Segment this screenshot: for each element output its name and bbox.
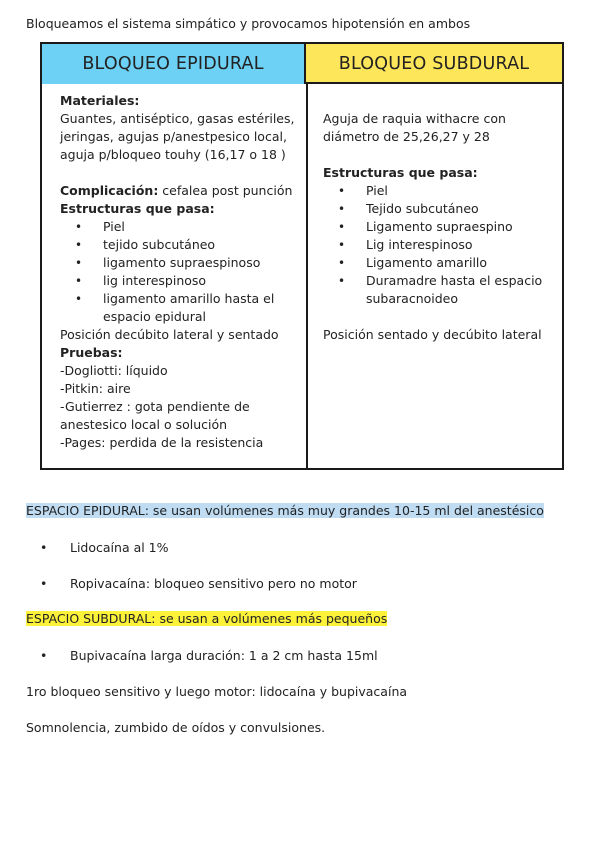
subdural-volume-heading [26,611,387,626]
list-item: • Bupivacaína larga duración: 1 a 2 cm hasta 15ml [40,648,378,663]
materiales-text: Guantes, antiséptico, gasas estériles, jeringas, agujas p/anestpesico local, aguja p/bloqueo touhy (16,17 o 18 ) [60,111,295,162]
list-item: • tejido subcutáneo [60,236,300,254]
list-item: • ligamento amarillo hasta el espacio epidural [60,290,300,326]
prueba-item: -Dogliotti: líquido [60,363,168,378]
subdural-position: Posición sentado y decúbito lateral [323,327,542,342]
list-item: • Duramadre hasta el espacio subaracnoideo [323,272,551,308]
complicacion [60,182,300,200]
list-item: • lig interespinoso [60,272,300,290]
subdural-volume-text: ESPACIO SUBDURAL: se usan a volúmenes más pequeños [26,611,388,626]
estructuras-label: Estructuras que pasa: [60,201,215,216]
pruebas-label: Pruebas: [60,345,123,360]
epidural-volume-heading [26,503,544,518]
list-item-label: Ropivacaína: bloqueo sensitivo pero no motor [70,576,357,591]
subdural-cell [323,92,551,344]
prueba-item: -Pitkin: aire [60,381,131,396]
epidural-header: BLOQUEO EPIDURAL [42,44,306,84]
list-item: • Ropivacaína: bloqueo sensitivo pero no motor [40,576,357,591]
epidural-position: Posición decúbito lateral y sentado [60,327,279,342]
complicacion-text: cefalea post punción [158,183,293,198]
aguja-text: Aguja de raquia withacre con diámetro de 25,26,27 y 28 [323,111,506,144]
comparison-table [40,42,564,470]
materiales-label: Materiales: [60,93,140,108]
list-item: • Tejido subcutáneo [323,200,551,218]
effects-note: Somnolencia, zumbido de oídos y convulsiones. [26,720,326,735]
list-item: • Ligamento supraespino [323,218,551,236]
list-item: • Piel [60,218,300,236]
column-divider [306,84,308,468]
intro-text: Bloqueamos el sistema simpático y provocamos hipotensión en ambos [26,16,471,31]
list-item-label: Bupivacaína larga duración: 1 a 2 cm hasta 15ml [70,648,378,663]
epidural-cell [60,92,300,452]
sequence-note: 1ro bloqueo sensitivo y luego motor: lidocaína y bupivacaína [26,684,408,699]
epidural-volume-text: ESPACIO EPIDURAL: se usan volúmenes más muy grandes 10-15 ml del anestésico [26,503,544,518]
subdural-structures-list [323,182,551,308]
prueba-item: -Pages: perdida de la resistencia [60,435,264,450]
list-item: • Piel [323,182,551,200]
list-item: • Lig interespinoso [323,236,551,254]
estructuras-label: Estructuras que pasa: [323,165,478,180]
epidural-structures-list [60,218,300,326]
list-item: • Ligamento amarillo [323,254,551,272]
subdural-header: BLOQUEO SUBDURAL [306,44,562,84]
prueba-item: -Gutierrez : gota pendiente de anestesico local o solución [60,399,250,432]
list-item: • ligamento supraespinoso [60,254,300,272]
list-item-label: Lidocaína al 1% [70,540,169,555]
list-item: • Lidocaína al 1% [40,540,169,555]
complicacion-label: Complicación: [60,183,159,198]
